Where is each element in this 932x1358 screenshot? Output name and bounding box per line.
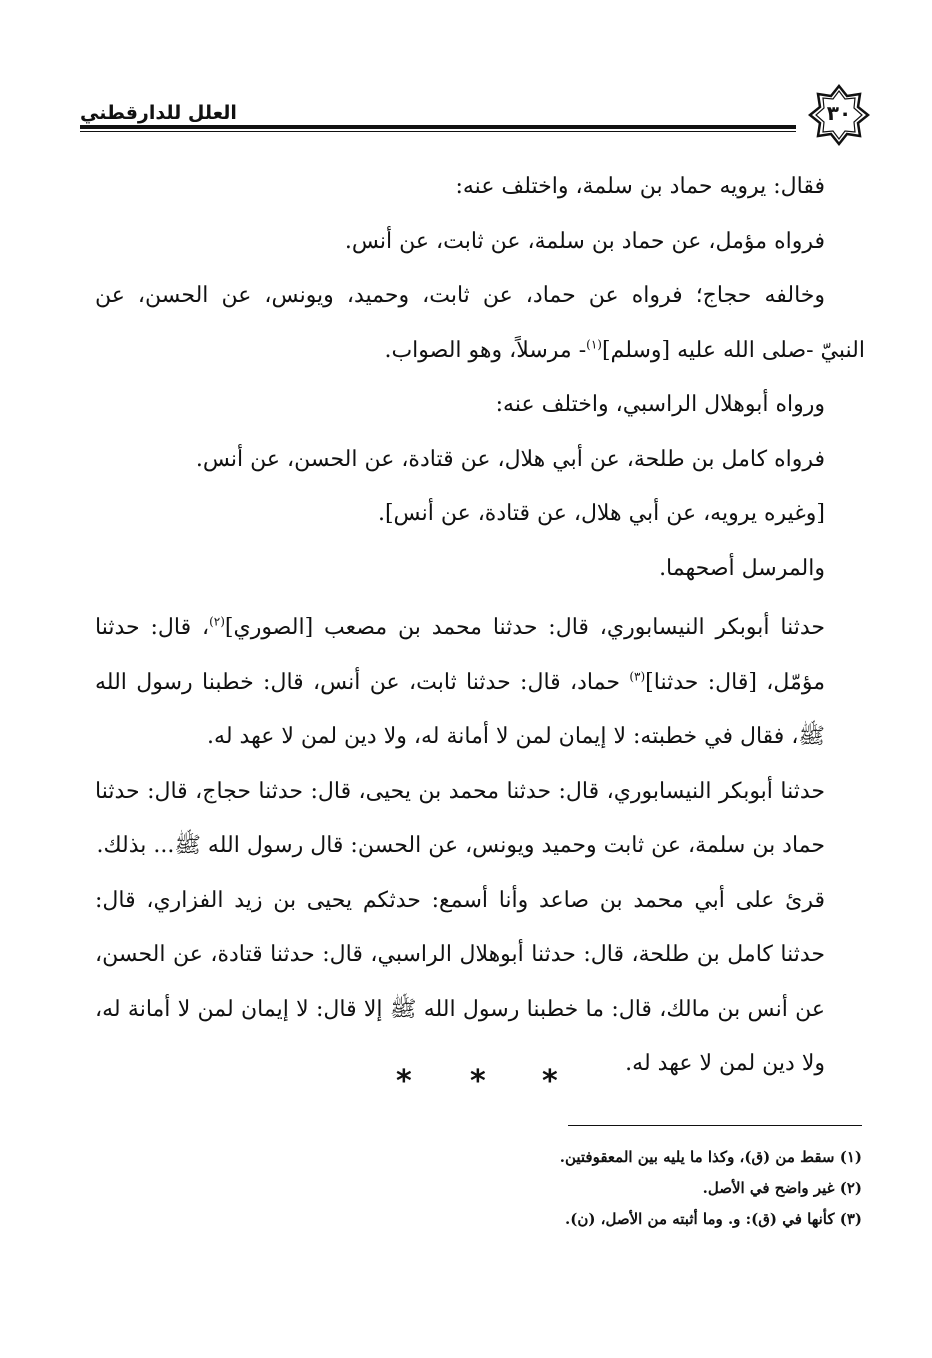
footnote: (١) سقط من (ق)، وكذا ما يليه بين المعقوفتين. xyxy=(559,1148,862,1166)
separator-star: * xyxy=(396,1064,412,1099)
text-line: وخالفه حجاج؛ فرواه عن حماد، عن ثابت، وحميد، ويونس، عن الحسن، عن xyxy=(95,283,826,308)
footnote: (٣) كأنها في (ق): و. وما أثبته من الأصل، (ن). xyxy=(565,1210,862,1228)
paragraph: حدثنا أبوبكر النيسابوري، قال: حدثنا محمد بن مصعب [الصوري]$^{(٢)}$، قال: حدثنا مؤمّل، [قال: حدثنا]$^{(٣)}$ حماد، قال: حدثنا ثابت، عن أنس، قال: خطبنا رسول الله ﷺ، فقال في خطبته: لا إيمان لمن لا أمانة له، ولا دين لمن لا عهد له. xyxy=(95,614,825,749)
footnote-ref: (٢) xyxy=(209,614,225,629)
page-number-badge xyxy=(808,84,870,146)
page-header xyxy=(80,84,870,140)
text-line: [وغيره يرويه، عن أبي هلال، عن قتادة، عن أنس]. xyxy=(377,501,825,526)
footnote: (٢) غير واضح في الأصل. xyxy=(702,1179,862,1197)
text-line: ورواه أبوهلال الراسبي، واختلف عنه: xyxy=(495,392,825,417)
text-line: فرواه كامل بن طلحة، عن أبي هلال، عن قتادة، عن الحسن، عن أنس. xyxy=(195,446,825,472)
separator-star: * xyxy=(470,1064,486,1099)
text-line: النبيّ -صلى الله عليه [وسلم]$^{(١)}$- مرسلاً، وهو الصواب. xyxy=(384,337,865,363)
text-line: فرواه مؤمل، عن حماد بن سلمة، عن ثابت، عن أنس. xyxy=(344,228,825,254)
paragraph: حدثنا أبوبكر النيسابوري، قال: حدثنا محمد بن يحيى، قال: حدثنا حجاج، قال: حدثنا حماد بن سلمة، عن ثابت وحميد ويونس، عن الحسن: قال رسول الله ﷺ... بذلك. xyxy=(95,778,825,858)
footnote-ref: (١) xyxy=(586,337,602,352)
text-line: والمرسل أصحهما. xyxy=(659,555,825,581)
footnote-ref: (٣) xyxy=(629,669,646,684)
header-rule xyxy=(80,125,796,132)
footnotes xyxy=(300,1142,862,1235)
footnote-divider xyxy=(568,1125,862,1126)
main-text xyxy=(95,160,865,1092)
section-separator xyxy=(380,1064,580,1099)
paragraph: قرئ على أبي محمد بن صاعد وأنا أسمع: حدثكم يحيى بن زيد الفزاري، قال: حدثنا كامل بن طلحة، قال: حدثنا أبوهلال الراسبي، قال: حدثنا قتادة، عن الحسن، عن أنس بن مالك، قال: ما خطبنا رسول الله ﷺ إلا قال: لا إيمان لمن لا أمانة له، ولا دين لمن لا عهد له. xyxy=(95,887,825,1076)
running-title: العلل للدارقطني xyxy=(80,102,237,124)
text-line: فقال: يرويه حماد بن سلمة، واختلف عنه: xyxy=(455,174,825,199)
separator-star: * xyxy=(542,1064,558,1099)
page-number: ٣٠ xyxy=(826,101,852,125)
